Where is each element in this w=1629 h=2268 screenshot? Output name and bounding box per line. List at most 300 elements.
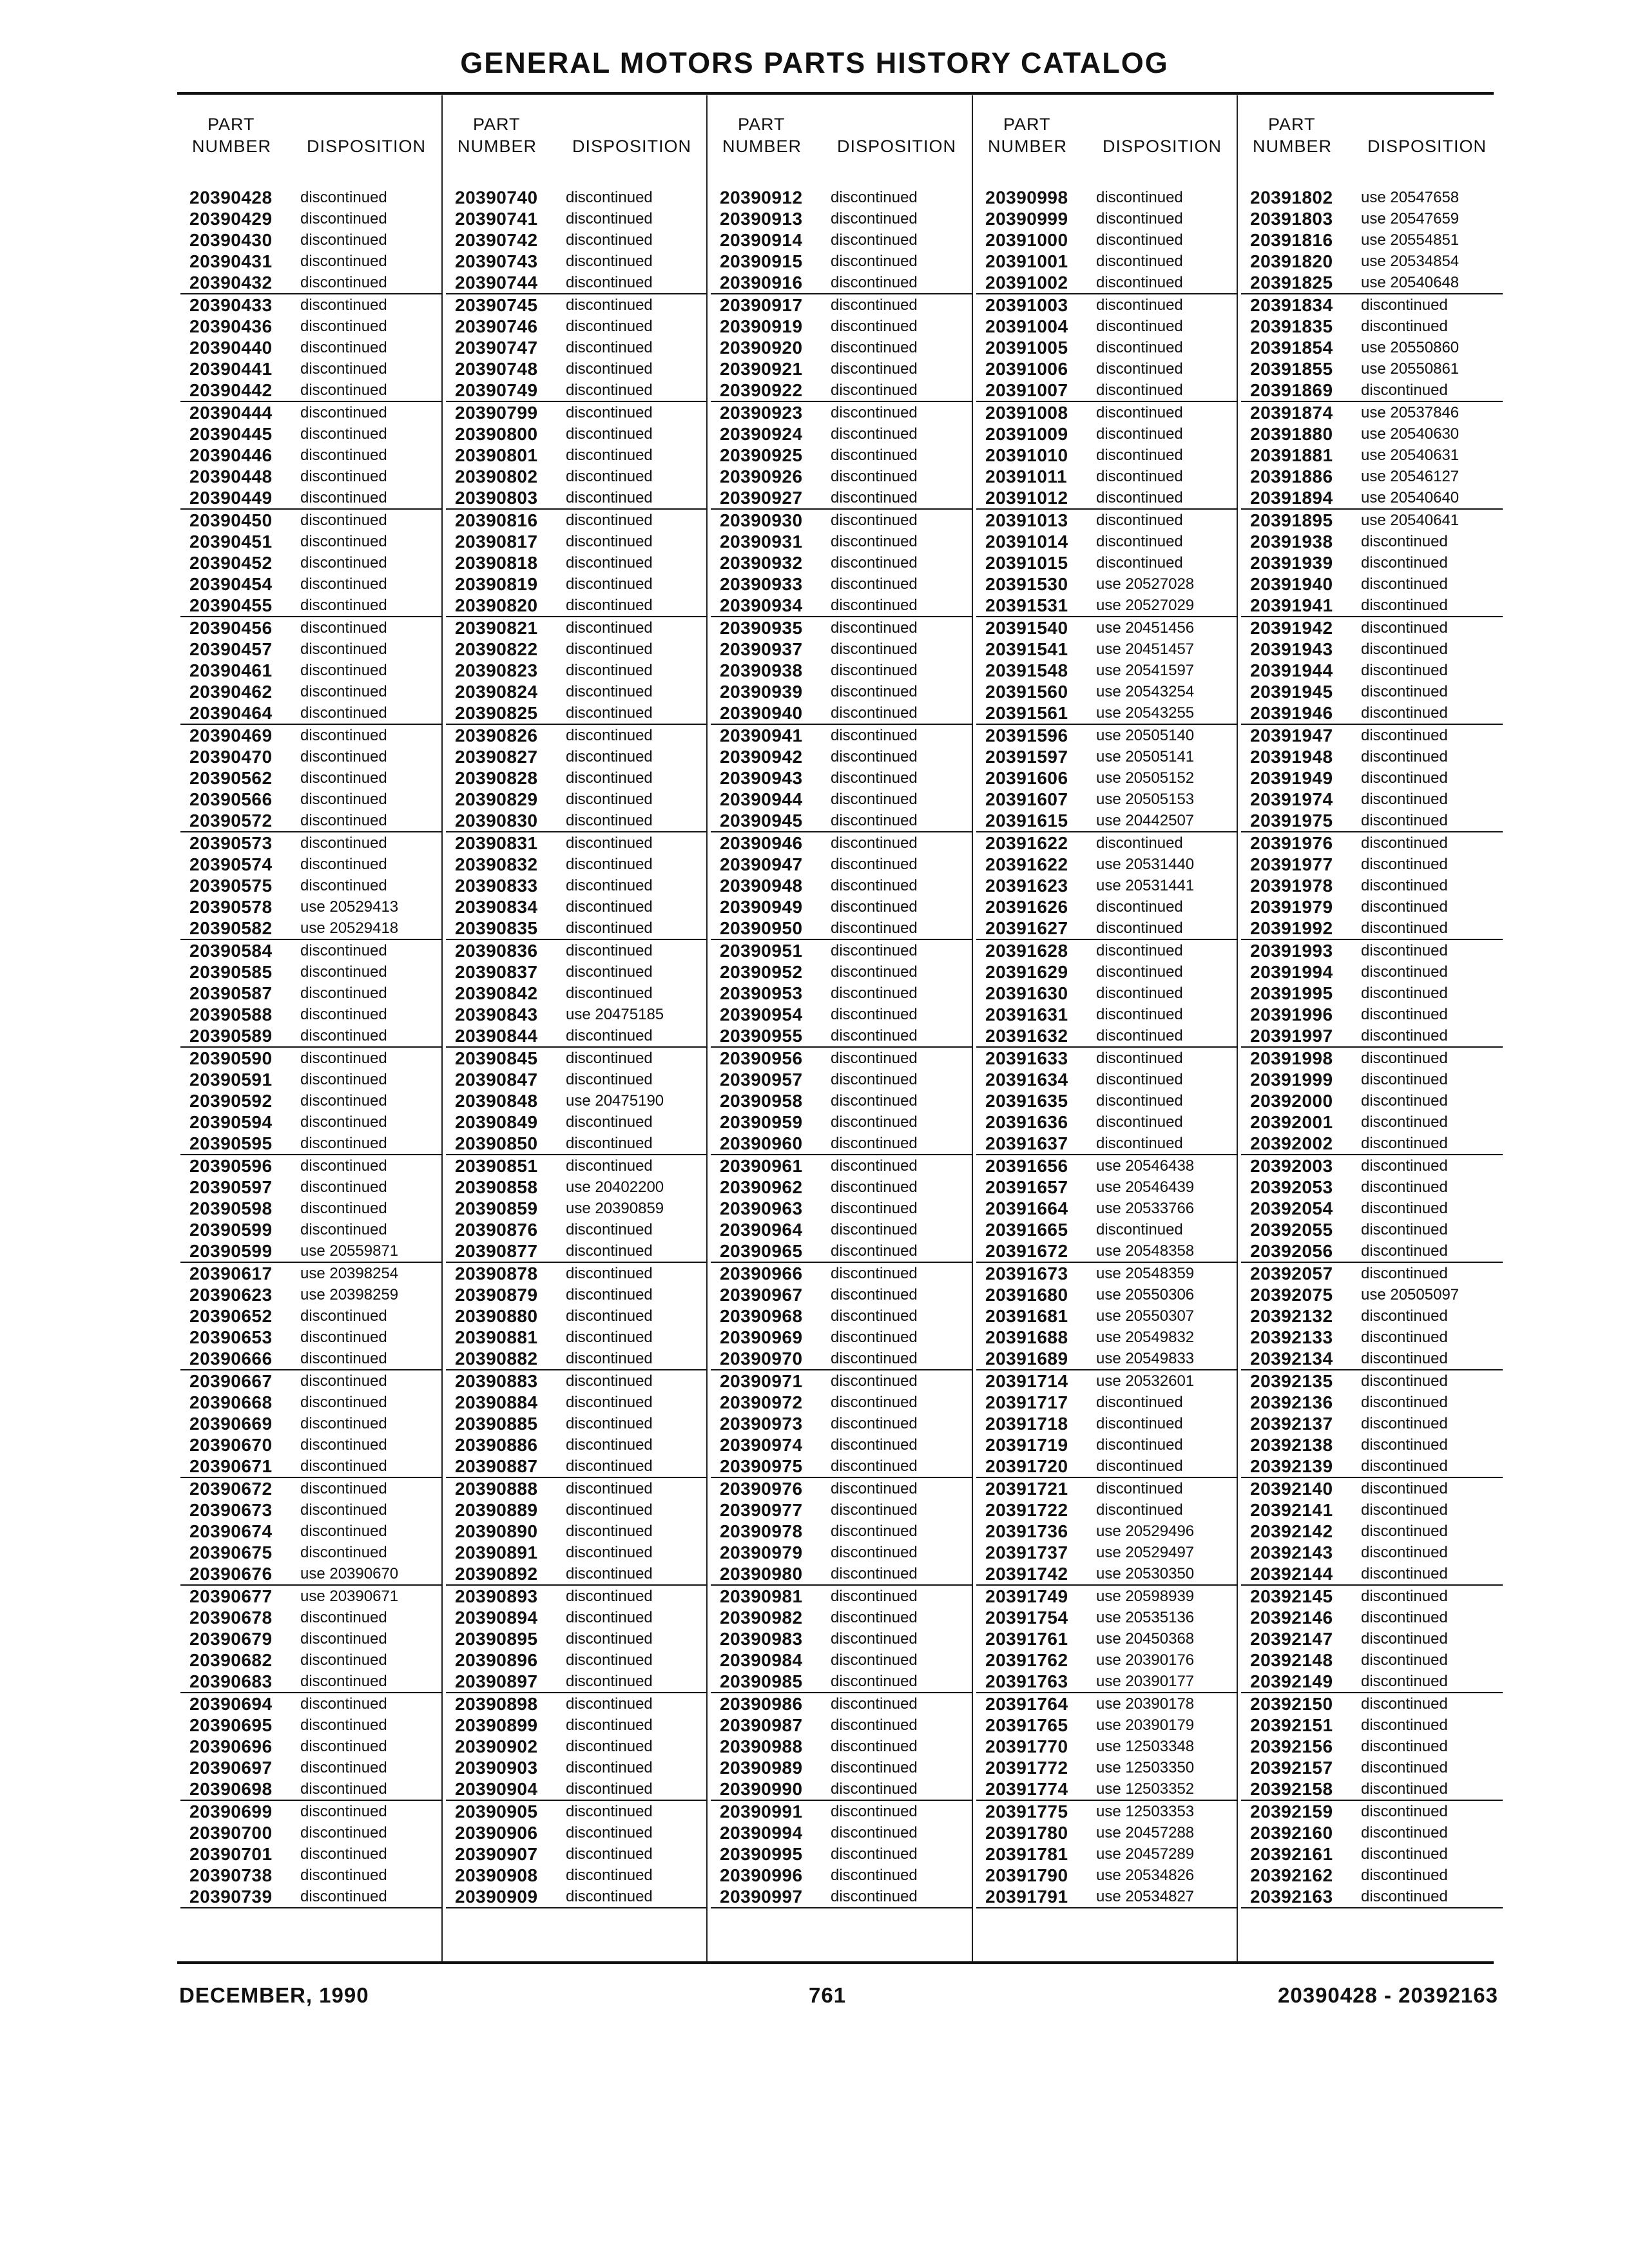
part-number: 20390739 xyxy=(189,1887,273,1907)
table-row xyxy=(1241,1370,1503,1392)
part-number: 20391874 xyxy=(1250,403,1333,423)
disposition: discontinued xyxy=(831,727,918,744)
part-number: 20390666 xyxy=(189,1349,273,1369)
disposition: discontinued xyxy=(831,360,918,378)
column-header xyxy=(180,95,442,191)
disposition: use 12503350 xyxy=(1096,1759,1195,1776)
table-row xyxy=(711,1434,972,1456)
table-row xyxy=(1241,1025,1503,1048)
disposition: discontinued xyxy=(300,1200,387,1217)
part-number: 20391656 xyxy=(985,1156,1068,1176)
table-row xyxy=(711,294,972,316)
table-row xyxy=(1241,1413,1503,1434)
disposition: discontinued xyxy=(300,619,387,637)
disposition: discontinued xyxy=(831,1845,918,1863)
disposition: discontinued xyxy=(566,791,653,808)
table-row xyxy=(976,1284,1238,1305)
table-row xyxy=(1241,1822,1503,1843)
table-row xyxy=(180,1801,442,1822)
part-number: 20392158 xyxy=(1250,1779,1333,1799)
part-number: 20391881 xyxy=(1250,445,1333,465)
table-row xyxy=(446,940,708,961)
part-number: 20390962 xyxy=(720,1177,803,1197)
table-row xyxy=(446,983,708,1004)
disposition: discontinued xyxy=(1361,1803,1448,1820)
part-number: 20391011 xyxy=(985,466,1068,486)
part-number: 20391530 xyxy=(985,574,1068,594)
part-number: 20391940 xyxy=(1250,574,1333,594)
table-row xyxy=(976,316,1238,337)
table-row xyxy=(446,1392,708,1413)
disposition: use 20540630 xyxy=(1361,425,1460,443)
part-number: 20390948 xyxy=(720,876,803,896)
part-number: 20391802 xyxy=(1250,187,1333,207)
part-number: 20390450 xyxy=(189,510,273,530)
disposition: discontinued xyxy=(1361,1501,1448,1519)
table-row xyxy=(711,1155,972,1177)
column-header xyxy=(446,95,708,191)
disposition: discontinued xyxy=(300,1480,387,1497)
part-number: 20390987 xyxy=(720,1715,803,1735)
disposition: discontinued xyxy=(1096,1027,1183,1044)
part-number: 20391869 xyxy=(1250,380,1333,400)
disposition: discontinued xyxy=(300,640,387,658)
table-row xyxy=(976,1069,1238,1090)
part-number: 20390456 xyxy=(189,618,273,638)
disposition: use 20398259 xyxy=(300,1286,399,1303)
part-number: 20390975 xyxy=(720,1456,803,1476)
disposition: discontinued xyxy=(566,1157,653,1175)
disposition: discontinued xyxy=(1361,1888,1448,1905)
part-number: 20390981 xyxy=(720,1586,803,1606)
disposition: discontinued xyxy=(566,1824,653,1841)
table-row xyxy=(1241,294,1503,316)
table-row xyxy=(446,1586,708,1607)
disposition: discontinued xyxy=(1361,1651,1448,1669)
part-number: 20391622 xyxy=(985,833,1068,853)
table-row xyxy=(976,487,1238,510)
disposition: discontinued xyxy=(566,381,653,399)
part-number: 20390984 xyxy=(720,1650,803,1670)
disposition: discontinued xyxy=(300,1071,387,1088)
disposition: discontinued xyxy=(1096,919,1183,937)
part-number: 20391762 xyxy=(985,1650,1068,1670)
table-row xyxy=(446,1478,708,1499)
disposition: discontinued xyxy=(566,985,653,1002)
part-number: 20391791 xyxy=(985,1887,1068,1907)
table-row xyxy=(446,251,708,272)
disposition: discontinued xyxy=(300,1178,387,1196)
disposition: discontinued xyxy=(566,1588,653,1605)
table-row xyxy=(1241,767,1503,789)
table-row xyxy=(1241,1778,1503,1801)
table-row xyxy=(976,1478,1238,1499)
table-row xyxy=(976,337,1238,358)
part-number: 20391560 xyxy=(985,682,1068,702)
table-row xyxy=(976,510,1238,531)
table-row xyxy=(180,918,442,940)
part-number: 20391012 xyxy=(985,488,1068,508)
table-row xyxy=(180,1240,442,1263)
part-number: 20391992 xyxy=(1250,918,1333,938)
table-row xyxy=(1241,1198,1503,1219)
table-row xyxy=(711,208,972,229)
header-part-label: PART xyxy=(1003,115,1051,134)
disposition: discontinued xyxy=(831,662,918,679)
table-row xyxy=(180,1198,442,1219)
table-row xyxy=(180,961,442,983)
table-row xyxy=(711,832,972,854)
disposition: discontinued xyxy=(566,1265,653,1282)
part-number: 20390906 xyxy=(455,1823,538,1843)
disposition: discontinued xyxy=(300,381,387,399)
table-row xyxy=(976,358,1238,380)
table-row xyxy=(180,380,442,402)
table-row xyxy=(180,1392,442,1413)
disposition: use 20554851 xyxy=(1361,231,1460,249)
disposition: discontinued xyxy=(831,985,918,1002)
table-row xyxy=(180,1219,442,1240)
part-number: 20390961 xyxy=(720,1156,803,1176)
table-row xyxy=(180,316,442,337)
part-number: 20391764 xyxy=(985,1694,1068,1714)
disposition: discontinued xyxy=(566,533,653,550)
table-row xyxy=(976,1434,1238,1456)
table-row xyxy=(180,1649,442,1671)
part-number: 20390977 xyxy=(720,1500,803,1520)
disposition: discontinued xyxy=(831,834,918,852)
disposition: discontinued xyxy=(566,704,653,722)
disposition: discontinued xyxy=(831,533,918,550)
disposition: discontinued xyxy=(831,489,918,506)
disposition: use 20598939 xyxy=(1096,1588,1195,1605)
disposition: discontinued xyxy=(1096,425,1183,443)
table-row xyxy=(711,510,972,531)
table-row xyxy=(1241,1069,1503,1090)
part-number: 20390821 xyxy=(455,618,538,638)
table-row xyxy=(711,1649,972,1671)
part-number: 20391780 xyxy=(985,1823,1068,1843)
table-row xyxy=(976,1133,1238,1155)
disposition: discontinued xyxy=(1096,253,1183,270)
table-row xyxy=(1241,272,1503,294)
disposition: use 20390179 xyxy=(1096,1716,1195,1734)
disposition: discontinued xyxy=(566,1544,653,1561)
disposition: discontinued xyxy=(300,1630,387,1648)
disposition: discontinued xyxy=(300,985,387,1002)
part-number: 20391008 xyxy=(985,403,1068,423)
disposition: discontinued xyxy=(566,296,653,314)
part-number: 20391597 xyxy=(985,747,1068,767)
disposition: discontinued xyxy=(300,942,387,959)
table-row xyxy=(711,1069,972,1090)
table-row xyxy=(180,1025,442,1048)
disposition: discontinued xyxy=(566,447,653,464)
table-row xyxy=(446,466,708,487)
disposition: discontinued xyxy=(1361,1457,1448,1475)
disposition: discontinued xyxy=(566,619,653,637)
disposition: discontinued xyxy=(300,189,387,206)
disposition: discontinued xyxy=(566,1415,653,1432)
disposition: discontinued xyxy=(300,1523,387,1540)
part-number: 20390893 xyxy=(455,1586,538,1606)
table-row xyxy=(1241,810,1503,832)
part-number: 20391765 xyxy=(985,1715,1068,1735)
disposition: use 20559871 xyxy=(300,1242,399,1260)
table-row xyxy=(180,1284,442,1305)
disposition: discontinued xyxy=(1096,1092,1183,1110)
part-number: 20390802 xyxy=(455,466,538,486)
disposition: discontinued xyxy=(300,554,387,572)
table-row xyxy=(976,402,1238,423)
disposition: discontinued xyxy=(300,1221,387,1238)
part-number: 20390668 xyxy=(189,1392,273,1412)
table-row xyxy=(711,1090,972,1111)
table-row xyxy=(976,1542,1238,1563)
part-number: 20391816 xyxy=(1250,230,1333,250)
disposition: discontinued xyxy=(1361,554,1448,572)
table-row xyxy=(446,294,708,316)
part-number: 20391772 xyxy=(985,1758,1068,1778)
table-row xyxy=(976,229,1238,251)
part-number: 20390826 xyxy=(455,726,538,745)
disposition: discontinued xyxy=(1361,1523,1448,1540)
disposition: discontinued xyxy=(300,1501,387,1519)
part-number: 20390930 xyxy=(720,510,803,530)
table-row xyxy=(1241,1671,1503,1693)
part-number: 20391720 xyxy=(985,1456,1068,1476)
part-number: 20390825 xyxy=(455,703,538,723)
table-row xyxy=(711,639,972,660)
part-number: 20390818 xyxy=(455,553,538,573)
disposition: discontinued xyxy=(831,791,918,808)
disposition: discontinued xyxy=(1096,231,1183,249)
table-row xyxy=(446,1413,708,1434)
disposition: discontinued xyxy=(566,339,653,356)
part-number: 20392055 xyxy=(1250,1220,1333,1240)
header-disposition-label: DISPOSITION xyxy=(1367,137,1487,156)
disposition: discontinued xyxy=(300,1457,387,1475)
disposition: discontinued xyxy=(566,1716,653,1734)
table-row xyxy=(446,1305,708,1327)
part-number: 20391994 xyxy=(1250,962,1333,982)
disposition: discontinued xyxy=(300,339,387,356)
header-number-label: NUMBER xyxy=(1253,137,1333,156)
part-number: 20390669 xyxy=(189,1414,273,1434)
top-rule xyxy=(177,92,1494,95)
disposition: discontinued xyxy=(1361,533,1448,550)
disposition: discontinued xyxy=(1096,512,1183,529)
disposition: use 20546127 xyxy=(1361,468,1460,485)
part-number: 20392147 xyxy=(1250,1629,1333,1649)
table-row xyxy=(446,1521,708,1542)
table-row xyxy=(1241,1563,1503,1586)
disposition: use 20505141 xyxy=(1096,748,1195,765)
part-number: 20391002 xyxy=(985,273,1068,293)
header-part-label: PART xyxy=(1268,115,1316,134)
part-number: 20390743 xyxy=(455,251,538,271)
part-number: 20391721 xyxy=(985,1479,1068,1499)
disposition: discontinued xyxy=(1361,1350,1448,1367)
part-number: 20392151 xyxy=(1250,1715,1333,1735)
part-number: 20391665 xyxy=(985,1220,1068,1240)
part-number: 20391737 xyxy=(985,1542,1068,1562)
disposition: discontinued xyxy=(1096,1071,1183,1088)
table-row xyxy=(446,746,708,767)
disposition: use 20540648 xyxy=(1361,274,1460,291)
column-header xyxy=(1241,95,1503,191)
part-number: 20392003 xyxy=(1250,1156,1333,1176)
disposition: discontinued xyxy=(1361,1372,1448,1390)
table-row xyxy=(180,1586,442,1607)
disposition: discontinued xyxy=(566,640,653,658)
disposition: discontinued xyxy=(566,727,653,744)
table-row xyxy=(976,595,1238,617)
part-number: 20390594 xyxy=(189,1112,273,1132)
part-number: 20390591 xyxy=(189,1070,273,1090)
disposition: use 20543255 xyxy=(1096,704,1195,722)
part-number: 20390448 xyxy=(189,466,273,486)
part-number: 20390598 xyxy=(189,1198,273,1218)
disposition: use 12503353 xyxy=(1096,1803,1195,1820)
disposition: discontinued xyxy=(1361,727,1448,744)
disposition: discontinued xyxy=(1361,1673,1448,1690)
part-number: 20391000 xyxy=(985,230,1068,250)
table-row xyxy=(1241,423,1503,445)
part-number: 20391531 xyxy=(985,595,1068,615)
part-number: 20390886 xyxy=(455,1435,538,1455)
table-row xyxy=(1241,1090,1503,1111)
disposition: discontinued xyxy=(566,1630,653,1648)
part-number: 20390888 xyxy=(455,1479,538,1499)
table-row xyxy=(711,1004,972,1025)
disposition: discontinued xyxy=(831,1006,918,1023)
table-row xyxy=(976,1693,1238,1715)
part-number: 20390599 xyxy=(189,1220,273,1240)
part-number: 20390907 xyxy=(455,1844,538,1864)
table-row xyxy=(180,1865,442,1886)
disposition: discontinued xyxy=(831,1824,918,1841)
disposition: discontinued xyxy=(831,963,918,981)
disposition: discontinued xyxy=(831,1307,918,1325)
disposition: use 20550860 xyxy=(1361,339,1460,356)
part-number: 20390429 xyxy=(189,209,273,229)
disposition: discontinued xyxy=(1096,360,1183,378)
disposition: use 20535136 xyxy=(1096,1609,1195,1626)
part-number: 20391854 xyxy=(1250,338,1333,358)
disposition: discontinued xyxy=(1096,963,1183,981)
table-row xyxy=(1241,983,1503,1004)
table-row xyxy=(976,832,1238,854)
disposition: discontinued xyxy=(831,877,918,894)
part-number: 20390444 xyxy=(189,403,273,423)
part-number: 20390592 xyxy=(189,1091,273,1111)
table-row xyxy=(1241,1499,1503,1521)
part-number: 20390850 xyxy=(455,1133,538,1153)
part-number: 20392142 xyxy=(1250,1521,1333,1541)
table-row xyxy=(446,1177,708,1198)
disposition: discontinued xyxy=(1096,189,1183,206)
disposition: discontinued xyxy=(1361,856,1448,873)
disposition: discontinued xyxy=(831,1286,918,1303)
part-number: 20391742 xyxy=(985,1564,1068,1584)
disposition: discontinued xyxy=(831,1716,918,1734)
disposition: discontinued xyxy=(1361,1759,1448,1776)
disposition: discontinued xyxy=(300,812,387,829)
disposition: discontinued xyxy=(566,1523,653,1540)
disposition: discontinued xyxy=(300,533,387,550)
disposition: discontinued xyxy=(831,1135,918,1152)
disposition: discontinued xyxy=(1096,468,1183,485)
disposition: discontinued xyxy=(566,1738,653,1755)
table-row xyxy=(180,1607,442,1628)
disposition: discontinued xyxy=(831,1501,918,1519)
part-number: 20390653 xyxy=(189,1327,273,1347)
disposition: use 20457289 xyxy=(1096,1845,1195,1863)
table-row xyxy=(711,1305,972,1327)
part-number: 20390671 xyxy=(189,1456,273,1476)
disposition: discontinued xyxy=(1361,1178,1448,1196)
disposition: discontinued xyxy=(1096,533,1183,550)
disposition: discontinued xyxy=(1361,1307,1448,1325)
disposition: discontinued xyxy=(566,597,653,614)
disposition: discontinued xyxy=(300,877,387,894)
table-row xyxy=(976,531,1238,552)
disposition: discontinued xyxy=(1096,296,1183,314)
disposition: discontinued xyxy=(300,727,387,744)
table-row xyxy=(976,1111,1238,1133)
part-number: 20391631 xyxy=(985,1004,1068,1024)
part-number: 20391999 xyxy=(1250,1070,1333,1090)
table-row xyxy=(976,445,1238,466)
table-row xyxy=(180,1069,442,1090)
part-number: 20392001 xyxy=(1250,1112,1333,1132)
part-number: 20390922 xyxy=(720,380,803,400)
table-row xyxy=(446,1111,708,1133)
part-number: 20392053 xyxy=(1250,1177,1333,1197)
part-number: 20391993 xyxy=(1250,941,1333,961)
table-row xyxy=(1241,445,1503,466)
table-row xyxy=(446,789,708,810)
disposition: discontinued xyxy=(300,1824,387,1841)
disposition: discontinued xyxy=(300,296,387,314)
table-row xyxy=(446,272,708,294)
disposition: discontinued xyxy=(300,360,387,378)
disposition: discontinued xyxy=(831,1436,918,1454)
table-row xyxy=(1241,1456,1503,1478)
disposition: discontinued xyxy=(1096,381,1183,399)
table-row xyxy=(976,1736,1238,1757)
table-row xyxy=(711,1284,972,1305)
part-number: 20392140 xyxy=(1250,1479,1333,1499)
part-number: 20391977 xyxy=(1250,854,1333,874)
part-number: 20390972 xyxy=(720,1392,803,1412)
disposition: use 20537846 xyxy=(1361,404,1460,421)
disposition: use 20398254 xyxy=(300,1265,399,1282)
disposition: discontinued xyxy=(831,1394,918,1411)
part-number: 20392143 xyxy=(1250,1542,1333,1562)
disposition: use 20529497 xyxy=(1096,1544,1195,1561)
part-number: 20390937 xyxy=(720,639,803,659)
part-number: 20391974 xyxy=(1250,789,1333,809)
part-number: 20390589 xyxy=(189,1026,273,1046)
disposition: discontinued xyxy=(1361,1113,1448,1131)
table-row xyxy=(1241,358,1503,380)
table-row xyxy=(976,660,1238,681)
disposition: discontinued xyxy=(566,919,653,937)
part-number: 20390742 xyxy=(455,230,538,250)
part-number: 20390997 xyxy=(720,1887,803,1907)
